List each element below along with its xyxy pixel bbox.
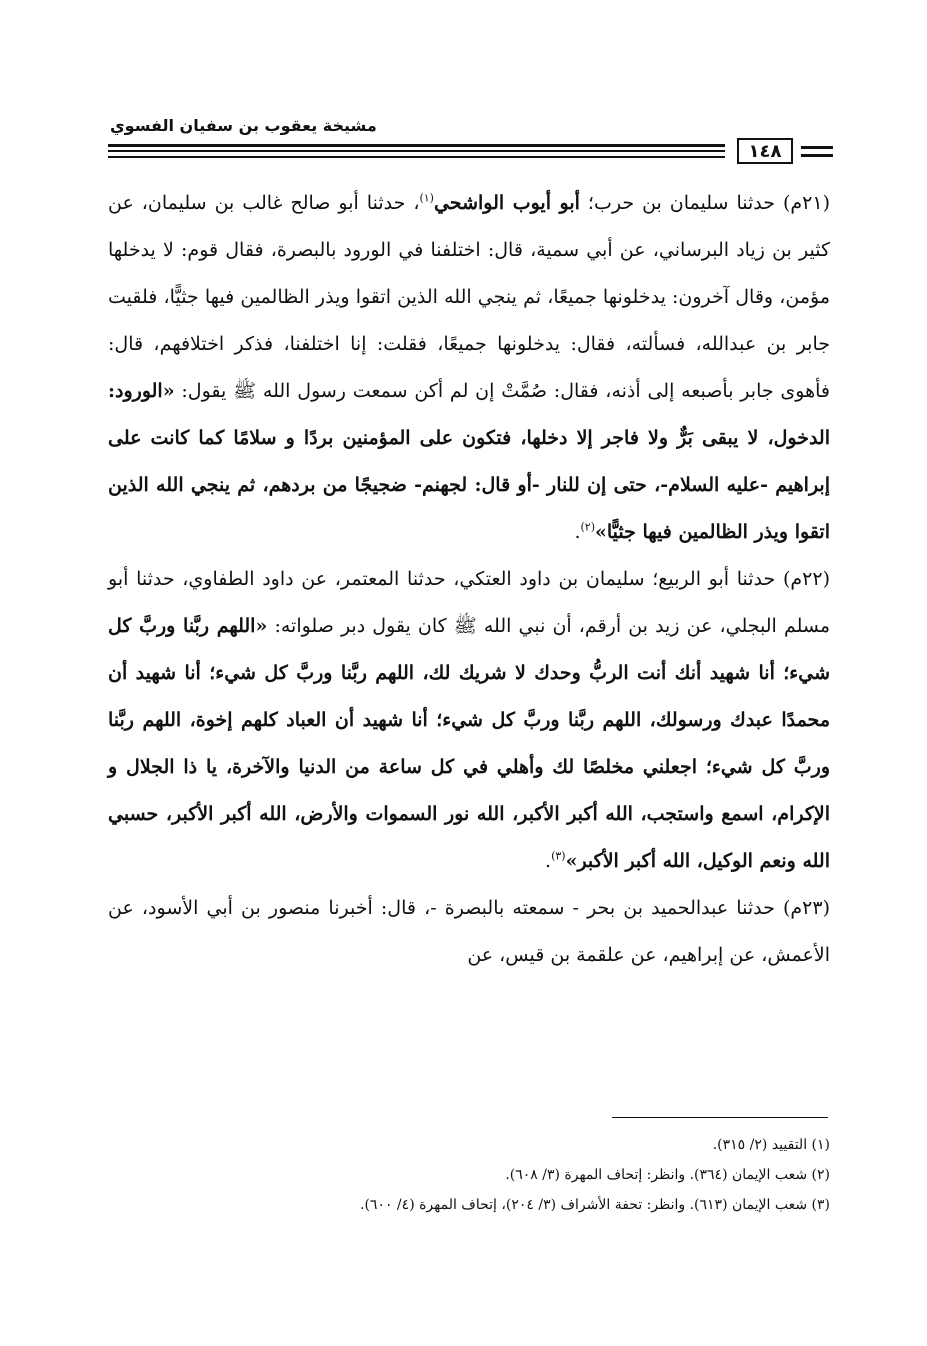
hadith-paragraph bbox=[108, 885, 830, 979]
footnote: (١) التقييد (٢/ ٣١٥). bbox=[712, 1137, 830, 1153]
hadith-paragraph bbox=[108, 556, 830, 885]
main-text bbox=[108, 180, 830, 979]
paragraph-text: . bbox=[545, 850, 552, 872]
paragraph-text: (٢٢م) حدثنا أبو الربيع؛ سليمان بن داود العتكي، حدثنا المعتمر، عن داود الطفاوي، حدثنا أبو مسلم البجلي، عن زيد بن أرقم، أن نبي الله ﷺ كان يقول دبر صلواته: bbox=[108, 568, 831, 637]
paragraph-text: . bbox=[574, 521, 581, 543]
footnote: (٣) شعب الإيمان (٦١٣). وانظر: تحفة الأشراف (٣/ ٢٠٤)، إتحاف المهرة (٤/ ٦٠٠). bbox=[360, 1197, 830, 1213]
book-title: مشيخة يعقوب بن سفيان الفسوي bbox=[110, 116, 377, 135]
page-header bbox=[108, 112, 833, 172]
hadith-paragraph bbox=[108, 180, 830, 556]
narrator-name: أبو أيوب الواشحي bbox=[433, 192, 580, 214]
footnote-ref: (١) bbox=[419, 191, 434, 205]
header-tick bbox=[801, 146, 833, 149]
paragraph-text: (٢١م) حدثنا سليمان بن حرب؛ bbox=[579, 192, 830, 214]
footnote-separator bbox=[612, 1117, 828, 1118]
paragraph-text: (٢٣م) حدثنا عبدالحميد بن بحر - سمعته بالبصرة -، قال: أخبرنا منصور بن أبي الأسود، عن الأعمش، عن إبراهيم، عن علقمة بن قيس، عن bbox=[108, 897, 830, 966]
footnote: (٢) شعب الإيمان (٣٦٤). وانظر: إتحاف المهرة (٣/ ٦٠٨). bbox=[505, 1167, 830, 1183]
hadith-quote: «الورود: الدخول، لا يبقى بَرٌّ ولا فاجر إلا دخلها، فتكون على المؤمنين بردًا و سلامًا كما كانت على إبراهيم -عليه السلام-، حتى إن للنار -أو قال: لجهنم- ضجيجًا من بردهم، ثم ينجي الله الذين اتقوا ويذر الظالمين فيها جثيًّا» bbox=[108, 380, 830, 543]
header-rule bbox=[108, 150, 725, 152]
footnote-ref: (٣) bbox=[551, 849, 566, 863]
page-number: ١٤٨ bbox=[737, 138, 793, 164]
hadith-quote: «اللهم ربَّنا وربَّ كل شيء؛ أنا شهيد أنك أنت الربُّ وحدك لا شريك لك، اللهم ربَّنا وربَّ كل شيء؛ أنا شهيد أن محمدًا عبدك ورسولك، اللهم ربَّنا وربَّ كل شيء؛ أنا شهيد أن العباد كلهم إخوة، اللهم ربَّنا وربَّ كل شيء؛ اجعلني مخلصًا لك وأهلي في كل ساعة من الدنيا والآخرة، يا ذا الجلال و الإكرام، اسمع واستجب، الله أكبر الأكبر، الله نور السموات والأرض، الله أكبر الأكبر، حسبي الله ونعم الوكيل، الله أكبر الأكبر» bbox=[108, 615, 830, 872]
footnotes bbox=[150, 1130, 830, 1220]
header-rule bbox=[108, 144, 725, 147]
footnote-ref: (٢) bbox=[580, 520, 595, 534]
header-tick bbox=[801, 154, 833, 157]
paragraph-text: ، حدثنا أبو صالح غالب بن سليمان، عن كثير بن زياد البرساني، عن أبي سمية، قال: اختلفنا في الورود بالبصرة، فقال قوم: لا يدخلها مؤمن، وقال آخرون: يدخلونها جميعًا، ثم ينجي الله الذين اتقوا ويذر الظالمين فيها جثيًّا، فلقيت جابر بن عبدالله، فسألته، فقال: يدخلونها جميعًا، فقلت: إنا اختلفنا، فذكر اختلافهم، قال: فأهوى جابر بأصبعه إلى أذنه، فقال: صُمَّتْ إن لم أكن سمعت رسول الله ﷺ يقول: bbox=[108, 192, 830, 402]
header-rule bbox=[108, 156, 725, 158]
